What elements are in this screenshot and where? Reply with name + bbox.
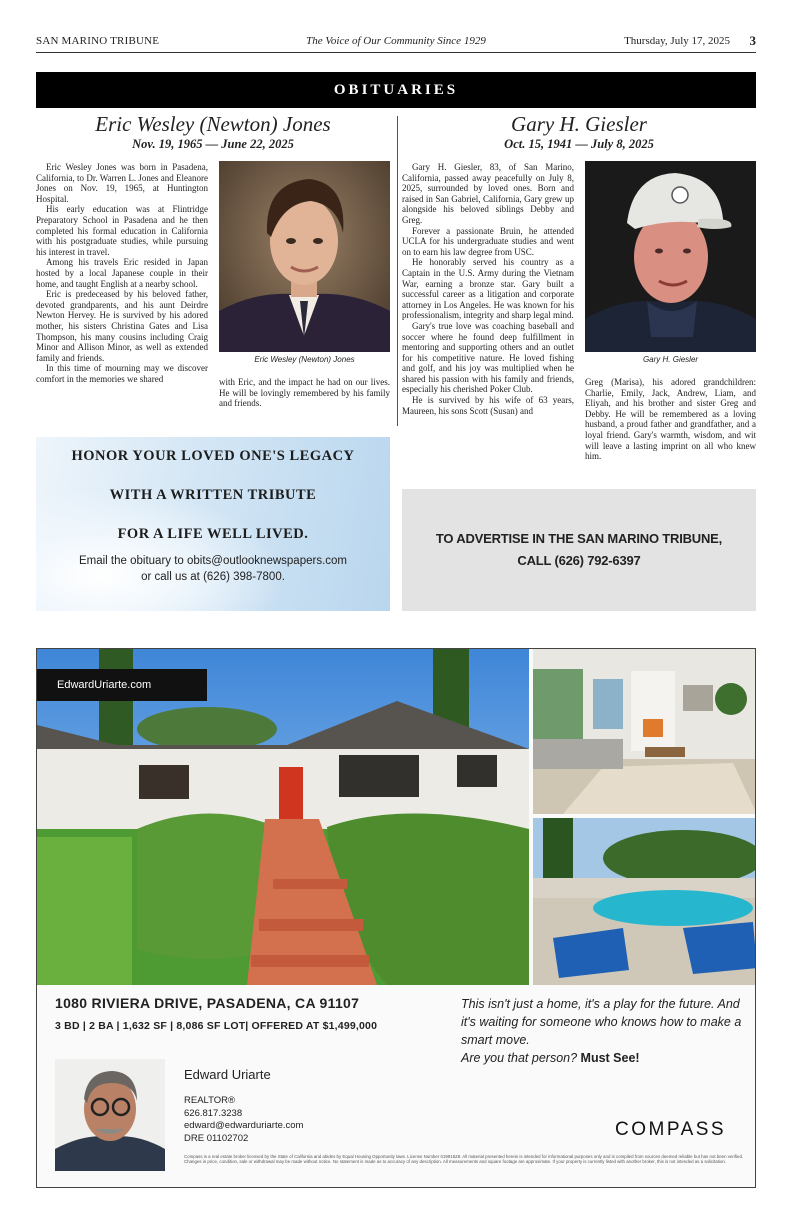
obit1-portrait bbox=[219, 161, 390, 352]
brokerage-logo: COMPASS bbox=[615, 1119, 727, 1140]
obit2-caption: Gary H. Giesler bbox=[642, 355, 699, 364]
pitch-bold: Must See! bbox=[580, 1051, 640, 1065]
obit2-paragraph: Forever a passionate Bruin, he attended UCLA for his undergraduate studies and went on to earn his law degree from USC. bbox=[402, 225, 574, 257]
obit1-paragraph: Eric is predeceased by his beloved father, devoted grandparents, and his aunt Deirdre Newton Hervey. He is survived by his adored mother, his sisters Christina Gates and Lisa Thompson, his many cousins including Craig Minor and Allison Minor, as well as extended family and friends. bbox=[36, 289, 208, 363]
obit1-caption: Eric Wesley (Newton) Jones bbox=[254, 355, 355, 364]
backyard-pool-photo bbox=[533, 818, 756, 985]
page-number: 3 bbox=[749, 33, 756, 48]
tribute-line-3: FOR A LIFE WELL LIVED. bbox=[117, 526, 309, 542]
obit1-text-col1 bbox=[36, 162, 208, 384]
obit1-paragraph: Eric Wesley Jones was born in Pasadena, California, to Dr. Warren L. Jones and Eleanore Jones on Nov. 19, 1965, at Huntington Hospital. bbox=[36, 162, 208, 204]
tribute-phone-line: or call us at (626) 398-7800. bbox=[141, 571, 285, 583]
tribute-email-line: Email the obituary to obits@outlooknewspapers.com bbox=[78, 555, 347, 567]
page-header bbox=[36, 33, 756, 53]
tribute-line-1: HONOR YOUR LOVED ONE'S LEGACY bbox=[71, 448, 355, 464]
agent-photo bbox=[55, 1059, 165, 1171]
pitch-cta bbox=[461, 1049, 751, 1067]
tribute-contact bbox=[36, 553, 390, 585]
obit2-paragraph: Gary H. Giesler, 83, of San Marino, California, passed away peacefully on July 8, 2025, surrounded by loved ones. Born and raised in San Gabriel, California, Gary grew up alongside his beloved siblings Debby and Greg. bbox=[402, 162, 574, 225]
obit2-text-col2 bbox=[585, 377, 756, 462]
section-banner: OBITUARIES bbox=[36, 72, 756, 108]
obit2-paragraph: Greg (Marisa), his adored grandchildren: Charlie, Emily, Jack, Andrew, Liam, and Eliyah, and his brother and sister Greg and Debby. He will be remembered as a loving husband, a proud father and grandfather, and a loyal friend. Gary's warmth, wisdom, and wit will leave a lasting imprint on all who knew him. bbox=[585, 377, 756, 462]
agent-title: REALTOR® bbox=[184, 1095, 235, 1106]
living-room-photo bbox=[533, 649, 756, 814]
listing-pitch bbox=[461, 995, 751, 1067]
listing-address: 1080 RIVIERA DRIVE, PASADENA, CA 91107 bbox=[55, 995, 360, 1011]
column-divider bbox=[397, 116, 398, 426]
obit1-dates: Nov. 19, 1965 — June 22, 2025 bbox=[132, 137, 294, 151]
pitch-question: Are you that person? bbox=[461, 1051, 578, 1065]
obit2-paragraph: He is survived by his wife of 63 years, Maureen, his sons Scott (Susan) and bbox=[402, 395, 574, 416]
agent-website: EdwardUriarte.com bbox=[37, 669, 207, 701]
issue-date: Thursday, July 17, 2025 bbox=[624, 35, 730, 47]
obit1-paragraph: His early education was at Flintridge Preparatory School in Pasadena and he then completed his formal education in California with his postgraduate studies, while pursuing his interest in travel. bbox=[36, 204, 208, 257]
advertise-ad bbox=[402, 489, 756, 611]
agent-name: Edward Uriarte bbox=[184, 1067, 271, 1082]
agent-phone: 626.817.3238 bbox=[184, 1107, 243, 1119]
obit1-paragraph: Among his travels Eric resided in Japan hosted by a local Japanese couple in their home, and taught English at a nearby school. bbox=[36, 257, 208, 289]
obit2-text-col1 bbox=[402, 162, 574, 416]
obit1-paragraph: with Eric, and the impact he had on our lives. He will be lovingly remembered by his family and friends. bbox=[219, 377, 390, 409]
paper-name: SAN MARINO TRIBUNE bbox=[36, 35, 160, 47]
pitch-text: This isn't just a home, it's a play for the future. And it's waiting for someone who knows how to make a smart move. bbox=[461, 997, 742, 1047]
advertise-line-2: CALL (626) 792-6397 bbox=[517, 553, 641, 568]
obit2-portrait bbox=[585, 161, 756, 352]
advertise-line-1: TO ADVERTISE IN THE SAN MARINO TRIBUNE, bbox=[435, 531, 723, 546]
agent-email: edward@edwarduriarte.com bbox=[184, 1120, 304, 1131]
obit2-paragraph: He honorably served his country as a Captain in the U.S. Army during the Vietnam War, earning a bronze star. Gary built a successful career as a litigation and corporate attorney in Los Angeles. He was known for his professionalism, integrity and sharp legal mind. bbox=[402, 257, 574, 321]
obit1-paragraph: In this time of mourning may we discover comfort in the memories we shared bbox=[36, 363, 208, 384]
legal-disclaimer: Compass is a real estate broker licensed by the State of California and abides by Equal Housing Opportunity laws. License Number 01991628. All material presented herein is intended for informational purposes only and is compiled from sources deemed reliable but has not been verified. Changes in price, condition, sale or withdrawal may be made without notice. No statement is made as to accuracy of any description. All measurements and square footage are approximate. If your property is currently listed with another broker, this is not intended as a solicitation. bbox=[184, 1154, 744, 1165]
agent-license: DRE 01102702 bbox=[184, 1132, 249, 1144]
agent-contact-info bbox=[184, 1095, 303, 1145]
obit1-text-col2 bbox=[219, 377, 390, 409]
tribute-line-2: WITH A WRITTEN TRIBUTE bbox=[109, 487, 317, 503]
paper-tagline: The Voice of Our Community Since 1929 bbox=[306, 35, 486, 47]
obit2-dates: Oct. 15, 1941 — July 8, 2025 bbox=[504, 137, 654, 151]
obit2-name: Gary H. Giesler bbox=[511, 112, 647, 136]
tribute-ad bbox=[36, 437, 390, 611]
obit2-paragraph: Gary's true love was coaching baseball and soccer where he found deep fulfillment in mentoring and supporting others and an outlet for his competitive nature. He loved fishing and golf, and his joy was multiplied when he shared his passion with his family and friends, especially his cherished Poker Club. bbox=[402, 320, 574, 395]
real-estate-ad bbox=[36, 648, 756, 1188]
listing-specs: 3 BD | 2 BA | 1,632 SF | 8,086 SF LOT| OFFERED AT $1,499,000 bbox=[55, 1020, 378, 1032]
obit1-name: Eric Wesley (Newton) Jones bbox=[95, 112, 331, 136]
house-exterior-photo bbox=[37, 649, 529, 985]
